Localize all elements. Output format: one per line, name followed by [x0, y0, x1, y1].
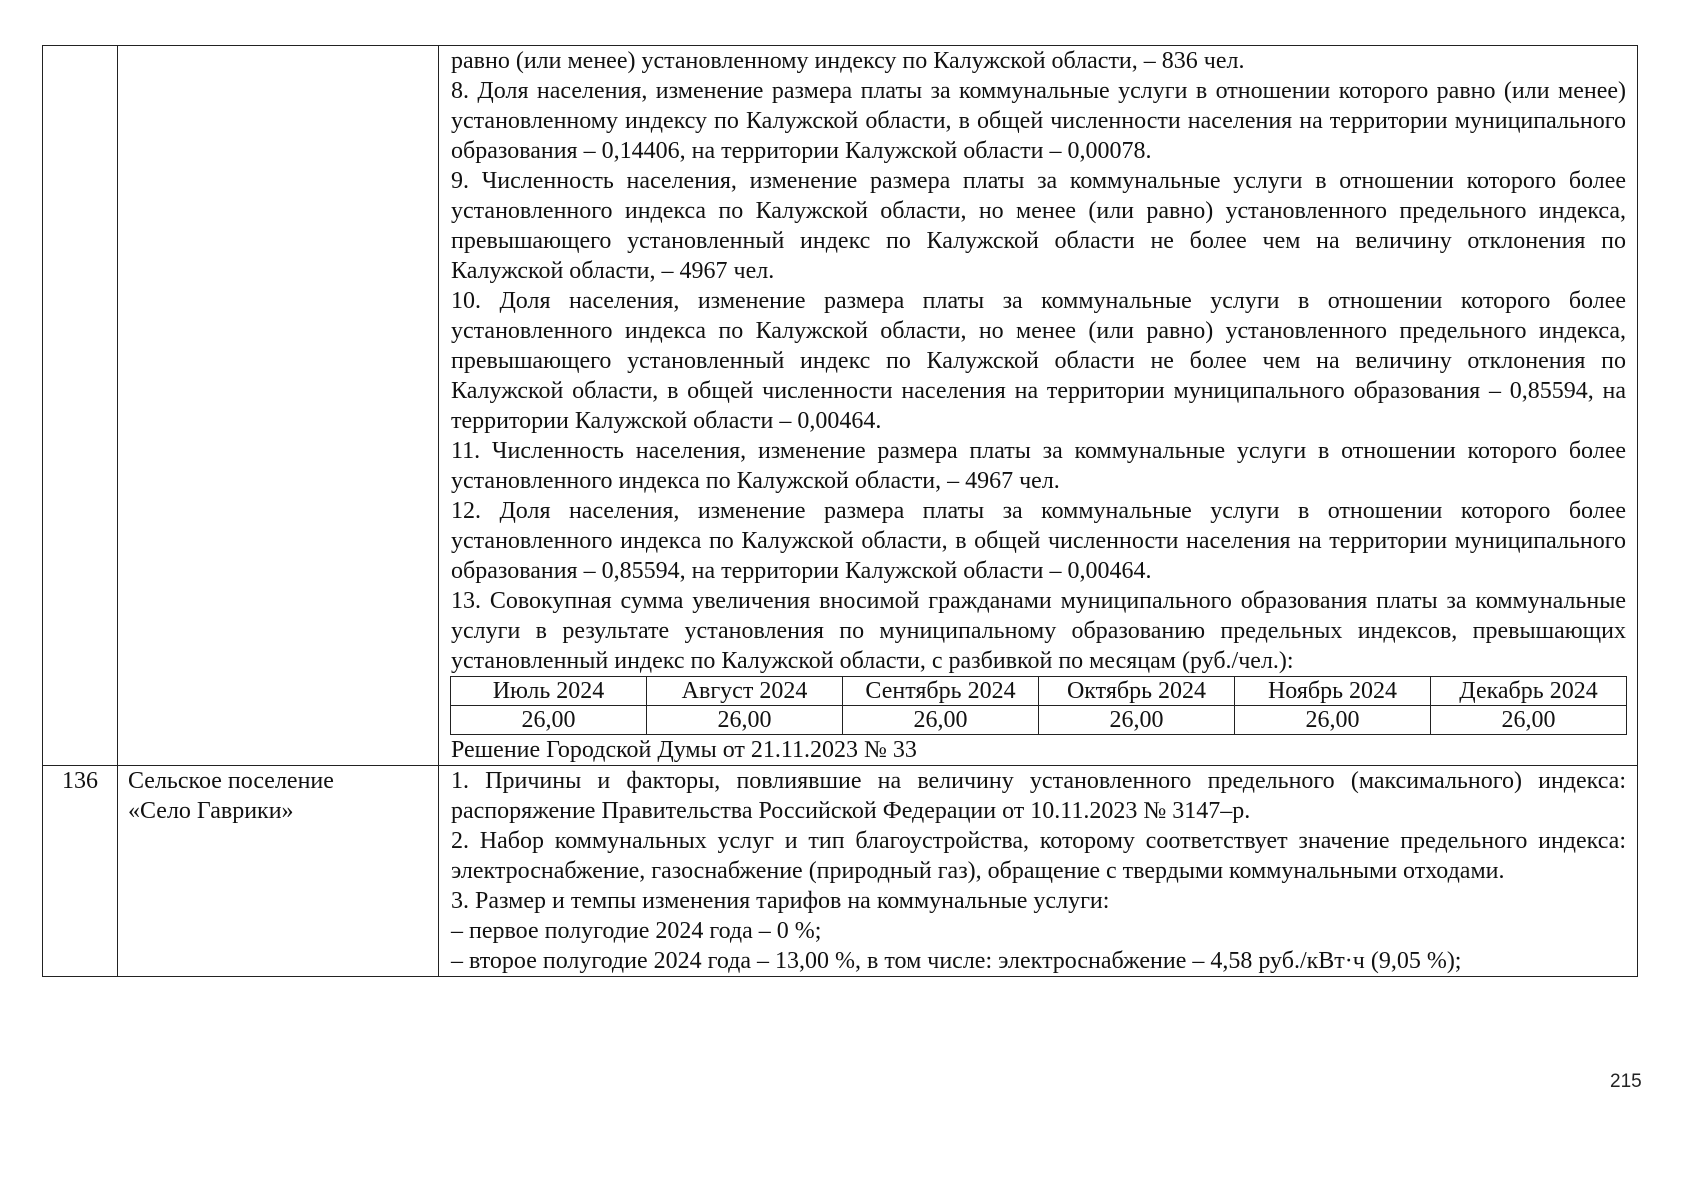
months-header-row [451, 677, 1627, 706]
details-content [439, 46, 1637, 676]
row-number: 136 [62, 768, 98, 794]
paragraph-item-10: 10. Доля населения, изменение размера платы за коммунальные услуги в отношении которого более установленного индекса по Калужской области, но менее (или равно) установленного предельного индекса, превышающего установленный индекс по Калужской области не более чем на величину отклонения по Калужской области, в общей численности населения на территории муниципального образования – 0,85594, на территории Калужской области – 0,00464. [451, 288, 1626, 434]
decision-wrap [439, 735, 1637, 765]
paragraph-first-half: – первое полугодие 2024 года – 0 %; [451, 918, 822, 944]
paragraph-item-13: 13. Совокупная сумма увеличения вносимой гражданами муниципального образования платы за коммунальные услуги в результате установления по муниципальному образованию предельных индексов, превышающих установленный индекс по Калужской области, с разбивкой по месяцам (руб./чел.): [451, 588, 1626, 674]
paragraph-item-8: 8. Доля населения, изменение размера платы за коммунальные услуги в отношении которого равно (или менее) установленному индексу по Калужской области, в общей численности населения на территории муниципального образования – 0,14406, на территории Калужской области – 0,00078. [451, 78, 1626, 164]
month-value: 26,00 [647, 706, 843, 735]
details-cell [439, 766, 1638, 977]
paragraph-item-12: 12. Доля населения, изменение размера платы за коммунальные услуги в отношении которого более установленного индекса по Калужской области, в общей численности населения на территории муниципального образования – 0,85594, на территории Калужской области – 0,00464. [451, 498, 1626, 584]
paragraph-second-half: – второе полугодие 2024 года – 13,00 %, в том числе: электроснабжение – 4,58 руб./кВт·ч (9,05 %); [451, 948, 1462, 974]
paragraph-item-3: 3. Размер и темпы изменения тарифов на коммунальные услуги: [451, 888, 1110, 914]
months-values-row [451, 706, 1627, 735]
details-content [439, 766, 1637, 976]
month-header: Август 2024 [647, 677, 843, 706]
row-number-cell-empty [43, 46, 118, 766]
month-header: Декабрь 2024 [1431, 677, 1627, 706]
municipality-name [118, 766, 438, 826]
paragraph-item-9: 9. Численность населения, изменение размера платы за коммунальные услуги в отношении которого более установленного индекса по Калужской области, но менее (или равно) установленного предельного индекса, превышающего установленный индекс по Калужской области не более чем на величину отклонения по Калужской области, – 4967 чел. [451, 168, 1626, 284]
municipality-cell-empty [118, 46, 439, 766]
month-header: Октябрь 2024 [1039, 677, 1235, 706]
decision-reference: Решение Городской Думы от 21.11.2023 № 33 [451, 737, 917, 763]
month-header: Сентябрь 2024 [843, 677, 1039, 706]
month-value: 26,00 [1235, 706, 1431, 735]
month-header: Ноябрь 2024 [1235, 677, 1431, 706]
municipality-cell [118, 766, 439, 977]
months-table-wrap [439, 676, 1637, 735]
month-value: 26,00 [1039, 706, 1235, 735]
monthly-sum-table [450, 676, 1627, 735]
paragraph-item-2: 2. Набор коммунальных услуг и тип благоустройства, которому соответствует значение предельного индекса: электроснабжение, газоснабжение (природный газ), обращение с твердыми коммунальными отходами. [451, 828, 1626, 884]
municipality-name-line1: Сельское поселение [128, 768, 334, 794]
month-value: 26,00 [1431, 706, 1627, 735]
document-table [42, 45, 1638, 977]
municipality-name-line2: «Село Гаврики» [128, 798, 294, 824]
row-number-cell [43, 766, 118, 977]
month-value: 26,00 [843, 706, 1039, 735]
month-value: 26,00 [451, 706, 647, 735]
page-number: 215 [1610, 1071, 1642, 1092]
paragraph-continuation: равно (или менее) установленному индексу по Калужской области, – 836 чел. [451, 48, 1245, 74]
table-row-continued [43, 46, 1638, 766]
paragraph-item-1: 1. Причины и факторы, повлиявшие на величину установленного предельного (максимального) индекса: распоряжение Правительства Российской Федерации от 10.11.2023 № 3147–р. [451, 768, 1626, 824]
details-cell [439, 46, 1638, 766]
paragraph-item-11: 11. Численность населения, изменение размера платы за коммунальные услуги в отношении которого более установленного индекса по Калужской области, – 4967 чел. [451, 438, 1626, 494]
table-row-136 [43, 766, 1638, 977]
month-header: Июль 2024 [451, 677, 647, 706]
